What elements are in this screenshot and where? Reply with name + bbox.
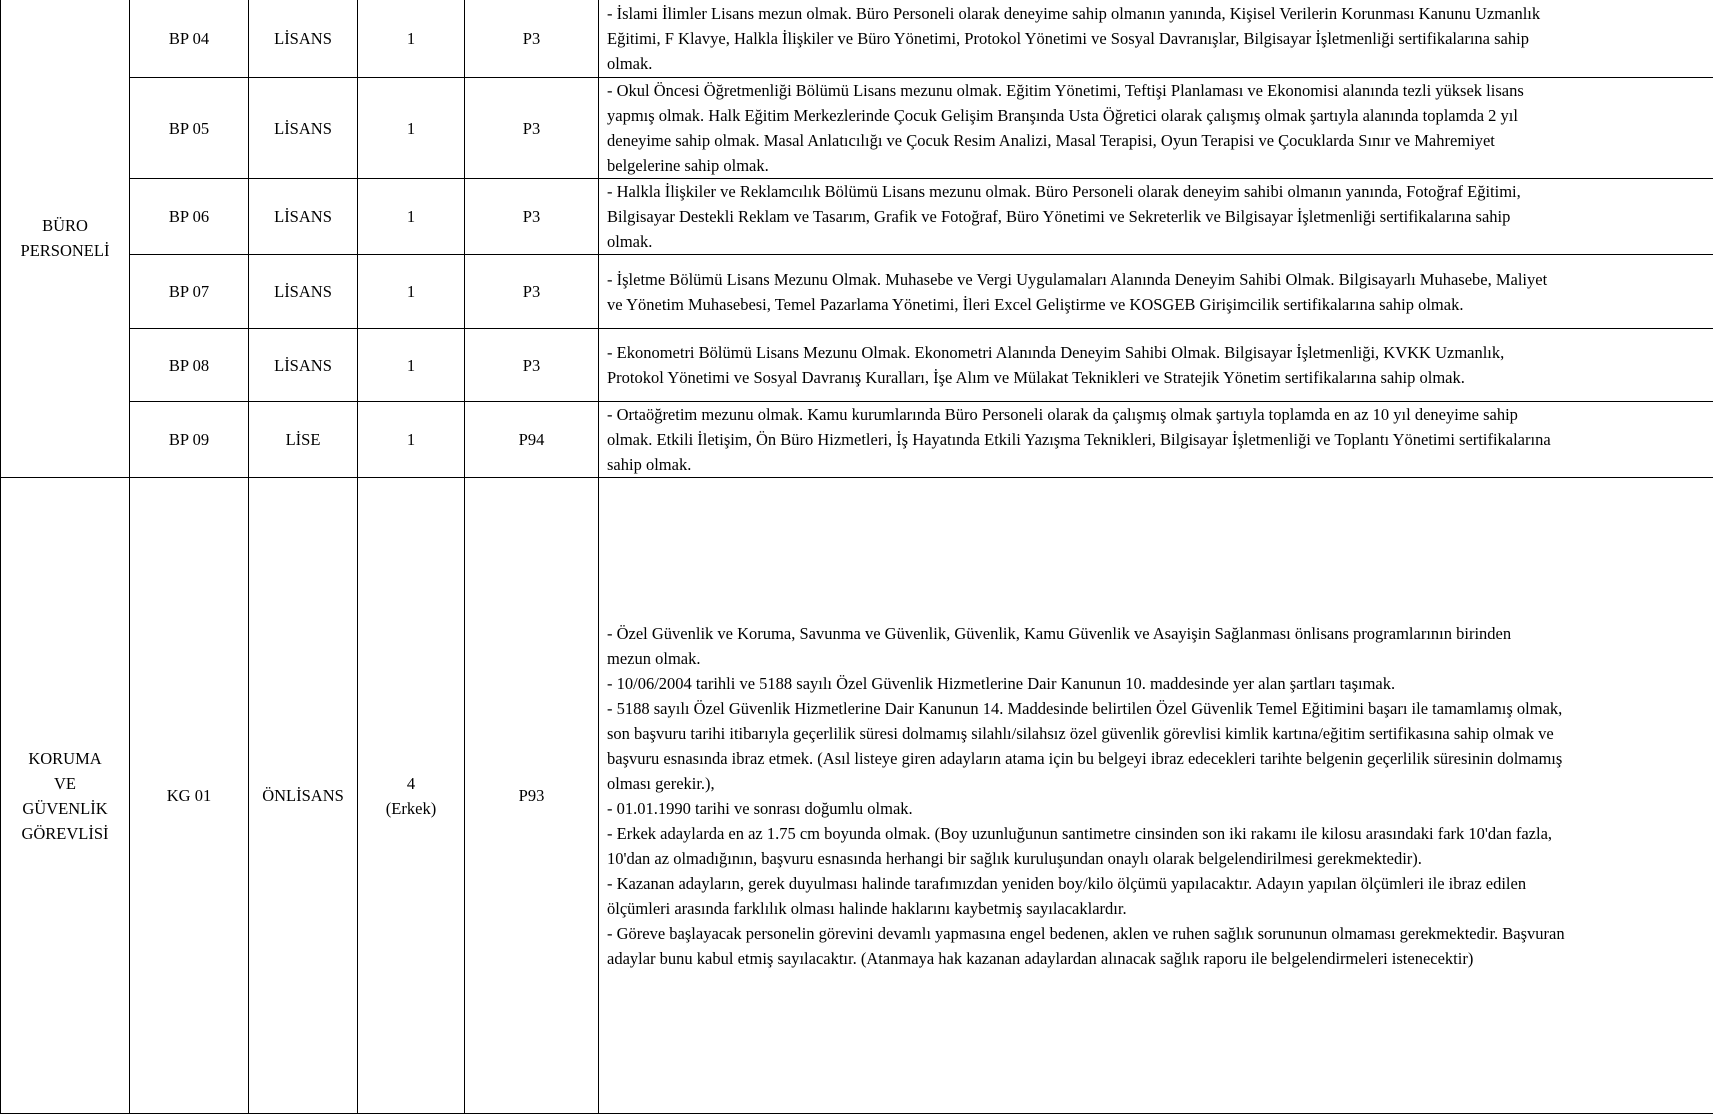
requirement-line: son başvuru tarihi itibarıyla geçerlilik süresi dolmamış silahlı/silahsız özel güvenlik görevlisi kimlik kartına/eğitim sertifikasına sahip olmak ve [607, 721, 1707, 746]
position-name-line: KORUMA [1, 746, 129, 771]
requirements-cell [599, 179, 1713, 255]
requirement-line: mezun olmak. [607, 646, 1707, 671]
requirement-line: başvuru esnasında ibraz etmek. (Asıl listeye giren adayların atama için bu belgeyi ibraz edecekleri tarihte belgenin geçerlilik süresinin dolmamış [607, 746, 1707, 771]
table-row [1, 179, 1713, 255]
education-level-cell: LİSANS [249, 329, 358, 402]
position-name-line: PERSONELİ [1, 238, 129, 263]
quota-cell: 1 [358, 402, 465, 478]
position-code-cell: BP 05 [130, 78, 249, 179]
quota-cell: 1 [358, 78, 465, 179]
position-code-cell: BP 04 [130, 0, 249, 78]
table-row [1, 478, 1713, 1114]
requirement-line: olmak. [607, 51, 1707, 76]
requirement-line: - İşletme Bölümü Lisans Mezunu Olmak. Muhasebe ve Vergi Uygulamaları Alanında Deneyim Sahibi Olmak. Bilgisayarlı Muhasebe, Maliyet [607, 267, 1707, 292]
quota-cell [358, 478, 465, 1114]
score-type-cell: P3 [465, 78, 599, 179]
position-code-cell: BP 09 [130, 402, 249, 478]
position-code-cell: BP 07 [130, 255, 249, 329]
requirement-line: Eğitimi, F Klavye, Halkla İlişkiler ve Büro Yönetimi, Protokol Yönetimi ve Sosyal Davranışlar, Bilgisayar İşletmenliği sertifikalarına sahip [607, 26, 1707, 51]
requirement-line: ve Yönetim Muhasebesi, Temel Pazarlama Yönetimi, İleri Excel Geliştirme ve KOSGEB Girişimcilik sertifikalarına sahip olmak. [607, 292, 1707, 317]
score-type-cell: P3 [465, 0, 599, 78]
education-level-cell: LİSE [249, 402, 358, 478]
education-level-cell: ÖNLİSANS [249, 478, 358, 1114]
requirement-line: Protokol Yönetimi ve Sosyal Davranış Kuralları, İşe Alım ve Mülakat Teknikleri ve Stratejik Yönetim sertifikalarına sahip olmak. [607, 365, 1707, 390]
requirement-line: belgelerine sahip olmak. [607, 153, 1707, 178]
position-name-line: VE [1, 771, 129, 796]
requirements-cell [599, 255, 1713, 329]
requirement-line: olmak. Etkili İletişim, Ön Büro Hizmetleri, İş Hayatında Etkili Yazışma Teknikleri, Bilgisayar İşletmenliği ve Toplantı Yönetimi sertifikalarına [607, 427, 1707, 452]
requirement-line: - Ekonometri Bölümü Lisans Mezunu Olmak. Ekonometri Alanında Deneyim Sahibi Olmak. Bilgisayar İşletmenliği, KVKK Uzmanlık, [607, 340, 1707, 365]
table-row [1, 402, 1713, 478]
quota-cell: 1 [358, 255, 465, 329]
requirement-line: sahip olmak. [607, 452, 1707, 477]
requirements-cell [599, 402, 1713, 478]
quota-cell: 1 [358, 179, 465, 255]
requirement-line: - 01.01.1990 tarihi ve sonrası doğumlu olmak. [607, 796, 1707, 821]
requirement-line: 10'dan az olmadığının, başvuru esnasında herhangi bir sağlık kuruluşundan onaylı olarak belgelendirilmesi gerekmektedir). [607, 846, 1707, 871]
requirement-line: Bilgisayar Destekli Reklam ve Tasarım, Grafik ve Fotoğraf, Büro Yönetimi ve Sekreterlik ve Bilgisayar İşletmenliği sertifikalarına sahip [607, 204, 1707, 229]
position-name-line: GÜVENLİK [1, 796, 129, 821]
table-row [1, 0, 1713, 78]
position-code-cell: BP 08 [130, 329, 249, 402]
table-row [1, 78, 1713, 179]
requirement-line: ölçümleri arasında farklılık olması halinde haklarını kaybetmiş sayılacaklardır. [607, 896, 1707, 921]
requirements-cell [599, 78, 1713, 179]
position-code-cell: KG 01 [130, 478, 249, 1114]
score-type-cell: P93 [465, 478, 599, 1114]
education-level-cell: LİSANS [249, 0, 358, 78]
requirements-cell [599, 329, 1713, 402]
requirement-line: olması gerekir.), [607, 771, 1707, 796]
requirement-line: deneyime sahip olmak. Masal Anlatıcılığı ve Çocuk Resim Analizi, Masal Terapisi, Oyun Terapisi ve Çocuklarda Sınır ve Mahremiyet [607, 128, 1707, 153]
requirement-line: - Halkla İlişkiler ve Reklamcılık Bölümü Lisans mezunu olmak. Büro Personeli olarak deneyim sahibi olmanın yanında, Fotoğraf Eğitimi, [607, 179, 1707, 204]
requirement-line: - Özel Güvenlik ve Koruma, Savunma ve Güvenlik, Güvenlik, Kamu Güvenlik ve Asayişin Sağlanması önlisans programlarının birinden [607, 621, 1707, 646]
quota-gender: (Erkek) [358, 796, 464, 821]
education-level-cell: LİSANS [249, 255, 358, 329]
quota-count: 4 [358, 771, 464, 796]
education-level-cell: LİSANS [249, 179, 358, 255]
score-type-cell: P3 [465, 255, 599, 329]
requirement-line: yapmış olmak. Halk Eğitim Merkezlerinde Çocuk Gelişim Branşında Usta Öğretici olarak çalışmış olmak şartıyla alanında toplamda 2 yıl [607, 103, 1707, 128]
requirement-line: adaylar bunu kabul etmiş sayılacaktır. (Atanmaya hak kazanan adaylardan alınacak sağlık raporu ile belgelendirmeleri istenecektir) [607, 946, 1707, 971]
requirement-line: - Göreve başlayacak personelin görevini devamlı yapmasına engel bedenen, aklen ve ruhen sağlık sorununun olmaması gerekmektedir. Başvuran [607, 921, 1707, 946]
requirements-cell [599, 478, 1713, 1114]
score-type-cell: P3 [465, 329, 599, 402]
requirement-line: - Kazanan adayların, gerek duyulması halinde tarafımızdan yeniden boy/kilo ölçümü yapılacaktır. Adayın yapılan ölçümleri ile ibraz edilen [607, 871, 1707, 896]
position-code-cell: BP 06 [130, 179, 249, 255]
table-row [1, 329, 1713, 402]
position-name-line: GÖREVLİSİ [1, 821, 129, 846]
requirements-cell [599, 0, 1713, 78]
requirement-line: - Okul Öncesi Öğretmenliği Bölümü Lisans mezunu olmak. Eğitim Yönetimi, Teftişi Planlaması ve Ekonomisi alanında tezli yüksek lisans [607, 78, 1707, 103]
table-row [1, 255, 1713, 329]
requirement-line: - 10/06/2004 tarihli ve 5188 sayılı Özel Güvenlik Hizmetlerine Dair Kanunun 10. maddesinde yer alan şartları taşımak. [607, 671, 1707, 696]
score-type-cell: P94 [465, 402, 599, 478]
requirement-line: - Erkek adaylarda en az 1.75 cm boyunda olmak. (Boy uzunluğunun santimetre cinsinden son iki rakamı ile kilosu arasındaki fark 10'dan fazla, [607, 821, 1707, 846]
position-cell-koruma-guvenlik [1, 478, 130, 1114]
position-name-line: BÜRO [1, 213, 129, 238]
quota-cell: 1 [358, 0, 465, 78]
requirement-line: - Ortaöğretim mezunu olmak. Kamu kurumlarında Büro Personeli olarak da çalışmış olmak şartıyla toplamda en az 10 yıl deneyime sahip [607, 402, 1707, 427]
education-level-cell: LİSANS [249, 78, 358, 179]
requirement-line: olmak. [607, 229, 1707, 254]
quota-cell: 1 [358, 329, 465, 402]
requirement-line: - İslami İlimler Lisans mezun olmak. Büro Personeli olarak deneyime sahip olmanın yanında, Kişisel Verilerin Korunması Kanunu Uzmanlık [607, 1, 1707, 26]
requirement-line: - 5188 sayılı Özel Güvenlik Hizmetlerine Dair Kanunun 14. Maddesinde belirtilen Özel Güvenlik Temel Eğitimini başarı ile tamamlamış olmak, [607, 696, 1707, 721]
position-cell-buro-personeli [1, 0, 130, 478]
score-type-cell: P3 [465, 179, 599, 255]
